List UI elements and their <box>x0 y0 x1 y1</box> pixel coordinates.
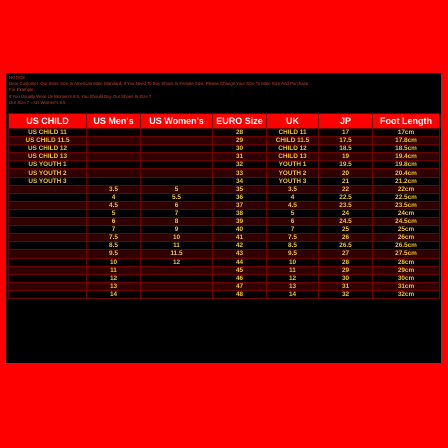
cell-us-child: US YOUTH 2 <box>9 169 87 177</box>
cell-us-womens <box>141 169 213 177</box>
cell-us-child <box>9 258 87 266</box>
cell-uk: 7.5 <box>267 234 319 242</box>
table-row <box>9 274 440 282</box>
cell-us-womens <box>141 274 213 282</box>
cell-us-womens: 12 <box>141 258 213 266</box>
cell-uk: 8.5 <box>267 242 319 250</box>
cell-jp: 22.5 <box>319 193 373 201</box>
size-table <box>8 113 440 299</box>
cell-euro-size: 32 <box>213 161 267 169</box>
cell-foot-length: 30cm <box>373 274 440 282</box>
cell-us-child <box>9 266 87 274</box>
cell-us-child <box>9 290 87 298</box>
cell-jp: 23.5 <box>319 201 373 209</box>
cell-jp: 32 <box>319 290 373 298</box>
notice-line: For Example: <box>9 87 35 93</box>
cell-euro-size: 45 <box>213 266 267 274</box>
cell-jp: 24.5 <box>319 218 373 226</box>
cell-us-mens: 12 <box>87 274 141 282</box>
table-row <box>9 185 440 193</box>
cell-foot-length: 19.8cm <box>373 161 440 169</box>
cell-us-womens <box>141 153 213 161</box>
cell-euro-size: 34 <box>213 177 267 185</box>
cell-us-mens: 6 <box>87 218 141 226</box>
size-notice <box>8 75 439 112</box>
cell-us-mens: 5 <box>87 209 141 217</box>
cell-us-child <box>9 226 87 234</box>
cell-us-womens <box>141 161 213 169</box>
cell-us-child: US CHILD 11.5 <box>9 137 87 145</box>
cell-us-mens <box>87 145 141 153</box>
cell-us-child <box>9 218 87 226</box>
cell-jp: 25 <box>319 226 373 234</box>
col-header-us-child: US CHILD <box>9 114 87 129</box>
col-header-euro-size: EURO Size <box>213 114 267 129</box>
cell-us-child <box>9 234 87 242</box>
cell-foot-length: 21.2cm <box>373 177 440 185</box>
cell-jp: 22 <box>319 185 373 193</box>
cell-us-child: US CHILD 12 <box>9 145 87 153</box>
cell-uk: YOUTH 2 <box>267 169 319 177</box>
cell-us-womens <box>141 177 213 185</box>
cell-euro-size: 37 <box>213 201 267 209</box>
table-row <box>9 161 440 169</box>
cell-us-mens: 7 <box>87 226 141 234</box>
cell-us-mens <box>87 169 141 177</box>
table-row <box>9 282 440 290</box>
cell-us-womens <box>141 282 213 290</box>
cell-us-mens: 10 <box>87 258 141 266</box>
cell-foot-length: 24cm <box>373 209 440 217</box>
cell-jp: 27 <box>319 250 373 258</box>
table-row <box>9 145 440 153</box>
cell-us-child <box>9 282 87 290</box>
cell-us-womens <box>141 145 213 153</box>
cell-uk: YOUTH 3 <box>267 177 319 185</box>
cell-foot-length: 26cm <box>373 234 440 242</box>
table-row <box>9 129 440 137</box>
cell-us-womens: 5.5 <box>141 193 213 201</box>
cell-foot-length: 31cm <box>373 282 440 290</box>
cell-jp: 18.5 <box>319 145 373 153</box>
cell-uk: CHILD 13 <box>267 153 319 161</box>
cell-euro-size: 43 <box>213 250 267 258</box>
cell-euro-size: 31 <box>213 153 267 161</box>
cell-uk: 4.5 <box>267 201 319 209</box>
col-header-foot-length: Foot Length <box>373 114 440 129</box>
cell-foot-length: 28cm <box>373 258 440 266</box>
cell-uk: 5 <box>267 209 319 217</box>
notice-line: NOTICE <box>9 75 26 80</box>
cell-us-mens: 9.5 <box>87 250 141 258</box>
cell-jp: 20 <box>319 169 373 177</box>
table-row <box>9 250 440 258</box>
cell-uk: 9.5 <box>267 250 319 258</box>
cell-jp: 28 <box>319 258 373 266</box>
cell-us-child: US CHILD 13 <box>9 153 87 161</box>
cell-us-mens: 4.5 <box>87 201 141 209</box>
cell-uk: 11 <box>267 266 319 274</box>
cell-foot-length: 22cm <box>373 185 440 193</box>
cell-us-womens <box>141 266 213 274</box>
cell-uk: 13 <box>267 282 319 290</box>
table-row <box>9 177 440 185</box>
col-header-uk: UK <box>267 114 319 129</box>
table-row <box>9 209 440 217</box>
col-header-us-mens: US Men's <box>87 114 141 129</box>
cell-us-mens <box>87 161 141 169</box>
cell-euro-size: 42 <box>213 242 267 250</box>
cell-us-mens <box>87 153 141 161</box>
cell-jp: 21 <box>319 177 373 185</box>
cell-jp: 29 <box>319 266 373 274</box>
table-row <box>9 242 440 250</box>
cell-uk: CHILD 12 <box>267 145 319 153</box>
notice-line: If You Usually Wear Us Women's 8.5, You Should Buy Our Shoes In Size 7 <box>9 93 152 99</box>
table-row <box>9 234 440 242</box>
cell-foot-length: 26.5cm <box>373 242 440 250</box>
cell-foot-length: 17.8cm <box>373 137 440 145</box>
cell-us-mens <box>87 177 141 185</box>
cell-foot-length: 17cm <box>373 129 440 137</box>
cell-euro-size: 28 <box>213 129 267 137</box>
cell-us-child <box>9 242 87 250</box>
cell-jp: 17.5 <box>319 137 373 145</box>
table-row <box>9 169 440 177</box>
cell-us-womens: 7 <box>141 209 213 217</box>
cell-us-child <box>9 193 87 201</box>
table-row <box>9 226 440 234</box>
cell-jp: 24 <box>319 209 373 217</box>
cell-euro-size: 44 <box>213 258 267 266</box>
cell-foot-length: 20.4cm <box>373 169 440 177</box>
cell-euro-size: 41 <box>213 234 267 242</box>
cell-foot-length: 32cm <box>373 290 440 298</box>
cell-us-child <box>9 201 87 209</box>
cell-us-mens <box>87 137 141 145</box>
cell-us-child <box>9 274 87 282</box>
cell-euro-size: 38 <box>213 209 267 217</box>
notice-line: Dear Customer, Our Store Size Is American Male Standard. If You Need To Buy Shoes In Female Size, Please Change Your Size To Male Size And Purchase. <box>9 81 310 87</box>
cell-jp: 30 <box>319 274 373 282</box>
cell-jp: 26 <box>319 234 373 242</box>
cell-uk: CHILD 11 <box>267 129 319 137</box>
table-row <box>9 153 440 161</box>
cell-euro-size: 47 <box>213 282 267 290</box>
cell-us-child: US CHILD 11 <box>9 129 87 137</box>
cell-us-child: US YOUTH 1 <box>9 161 87 169</box>
cell-us-womens: 11 <box>141 242 213 250</box>
cell-foot-length: 18.5cm <box>373 145 440 153</box>
cell-us-womens <box>141 129 213 137</box>
cell-jp: 17 <box>319 129 373 137</box>
cell-uk: 10 <box>267 258 319 266</box>
cell-jp: 26.5 <box>319 242 373 250</box>
cell-us-child <box>9 250 87 258</box>
cell-euro-size: 39 <box>213 218 267 226</box>
cell-euro-size: 29 <box>213 137 267 145</box>
cell-us-womens <box>141 290 213 298</box>
cell-us-mens: 14 <box>87 290 141 298</box>
table-row <box>9 266 440 274</box>
cell-us-womens: 11.5 <box>141 250 213 258</box>
cell-jp: 19.5 <box>319 161 373 169</box>
cell-uk: 3.5 <box>267 185 319 193</box>
cell-foot-length: 24.5cm <box>373 218 440 226</box>
cell-jp: 19 <box>319 153 373 161</box>
cell-euro-size: 35 <box>213 185 267 193</box>
cell-foot-length: 23.5cm <box>373 201 440 209</box>
cell-euro-size: 36 <box>213 193 267 201</box>
table-row <box>9 137 440 145</box>
col-header-us-womens: US Women's <box>141 114 213 129</box>
cell-us-mens <box>87 129 141 137</box>
cell-us-womens: 6 <box>141 201 213 209</box>
cell-uk: 12 <box>267 274 319 282</box>
table-row <box>9 193 440 201</box>
cell-us-womens: 10 <box>141 234 213 242</box>
cell-euro-size: 40 <box>213 226 267 234</box>
cell-uk: YOUTH 1 <box>267 161 319 169</box>
header-row <box>9 114 440 129</box>
cell-us-mens: 4 <box>87 193 141 201</box>
cell-us-mens: 3.5 <box>87 185 141 193</box>
cell-us-child <box>9 185 87 193</box>
cell-us-womens: 9 <box>141 226 213 234</box>
cell-us-mens: 11 <box>87 266 141 274</box>
table-row <box>9 201 440 209</box>
cell-uk: CHILD 11.5 <box>267 137 319 145</box>
cell-euro-size: 30 <box>213 145 267 153</box>
cell-us-womens: 5 <box>141 185 213 193</box>
cell-foot-length: 22.5cm <box>373 193 440 201</box>
cell-foot-length: 29cm <box>373 266 440 274</box>
cell-us-mens: 7.5 <box>87 234 141 242</box>
cell-us-womens <box>141 137 213 145</box>
size-table-body <box>9 129 440 299</box>
cell-uk: 7 <box>267 226 319 234</box>
notice-line: Our Size 7 = Us Women's 8.5 <box>9 99 66 105</box>
cell-foot-length: 27.5cm <box>373 250 440 258</box>
cell-us-child <box>9 209 87 217</box>
cell-jp: 31 <box>319 282 373 290</box>
table-row <box>9 218 440 226</box>
cell-foot-length: 19.4cm <box>373 153 440 161</box>
cell-uk: 6 <box>267 218 319 226</box>
cell-euro-size: 48 <box>213 290 267 298</box>
cell-us-mens: 8.5 <box>87 242 141 250</box>
col-header-jp: JP <box>319 114 373 129</box>
cell-us-womens: 8 <box>141 218 213 226</box>
cell-foot-length: 25cm <box>373 226 440 234</box>
table-row <box>9 258 440 266</box>
table-row <box>9 290 440 298</box>
cell-euro-size: 33 <box>213 169 267 177</box>
cell-us-mens: 13 <box>87 282 141 290</box>
cell-uk: 14 <box>267 290 319 298</box>
cell-us-child: US YOUTH 3 <box>9 177 87 185</box>
cell-uk: 4 <box>267 193 319 201</box>
cell-euro-size: 46 <box>213 274 267 282</box>
size-chart-panel <box>6 73 441 363</box>
